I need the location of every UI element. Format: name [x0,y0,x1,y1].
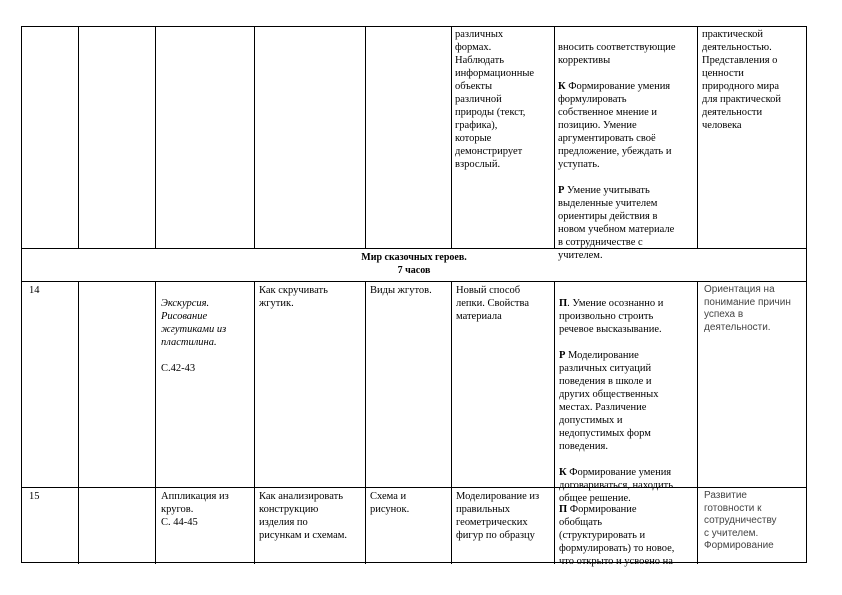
uud-text: вносить соответствующие коррективы [558,42,676,66]
uud-text: Моделирование различных ситуаций поведения в школе и других общественных местах. Различение допустимых и недопустимых форм поведения. [559,350,659,452]
column-divider [554,27,555,248]
lesson-plan-table [21,26,807,567]
section-title [22,251,806,279]
uud-text: Формирование умения формулировать собственное мнение и позицию. Умение аргументировать своё предложение, убеждать и уступать. [558,81,672,170]
lesson-number: 14 [29,285,40,296]
column-divider [697,281,698,564]
uud-text: Формирование умения договариваться, находить общее решение. [559,467,673,504]
lesson-topic [161,284,253,484]
section-name: Мир сказочных героев. [361,252,467,263]
row-divider [22,281,806,282]
column-divider [554,281,555,564]
uud-text: . Умение осознанно и произвольно строить речевое высказывание. [559,298,664,335]
column-divider [78,281,79,564]
column-divider [365,281,366,564]
column-divider [155,27,156,248]
lesson-topic: Аппликация из кругов. С. 44-45 [161,491,229,528]
column-divider [697,27,698,248]
uud-prefix: К [558,81,566,92]
lesson-uud [559,284,696,504]
column-divider [78,27,79,248]
uud-prefix: Р [558,185,565,196]
lesson-problem: Как анализировать конструкцию изделия по рисункам и схемам. [259,491,348,541]
uud-text: Формирование обобщать (структурировать и формулировать) то новое, что открыто и усвоено на [559,504,675,567]
lesson-personal: Развитие готовности к сотрудничеству с учителем. Формирование [704,490,777,551]
uud-prefix: П [559,504,568,515]
uud-prefix: К [559,467,567,478]
column-divider [451,27,452,248]
lesson-personal: Ориентация на понимание причин успеха в деятельности. [704,284,791,333]
section-hours: 7 часов [397,265,431,276]
lesson-concepts: Виды жгутов. [370,285,432,296]
lesson-pages: С.42-43 [161,363,196,374]
cell-top-uud [558,28,695,261]
lesson-problem: Как скручивать жгутик. [259,285,328,309]
column-divider [254,27,255,248]
column-divider [254,281,255,564]
uud-text: Умение учитывать выделенные учителем ориентиры действия в новом учебном материале в сотрудничестве с учителем. [558,185,675,261]
column-divider [365,27,366,248]
lesson-number: 15 [29,491,40,502]
lesson-activity: Новый способ лепки. Свойства материала [456,285,529,322]
lesson-activity: Моделирование из правильных геометрических фигур по образцу [456,491,540,541]
cell-top-personal: практической деятельностью. Представления о ценности природного мира для практической деятельности человека [702,29,782,131]
lesson-topic-italic: Экскурсия. Рисование жгутиками из пластилина. [161,298,227,348]
row-divider [22,248,806,249]
uud-prefix: П [559,298,568,309]
row-divider [22,487,806,488]
cell-top-activity: различных формах. Наблюдать информационные объекты различной природы (текст, графика), которые демонстрирует взрослый. [455,29,535,170]
column-divider [451,281,452,564]
column-divider [155,281,156,564]
lesson-uud [559,490,696,567]
lesson-concepts: Схема и рисунок. [370,491,410,515]
uud-prefix: Р [559,350,566,361]
